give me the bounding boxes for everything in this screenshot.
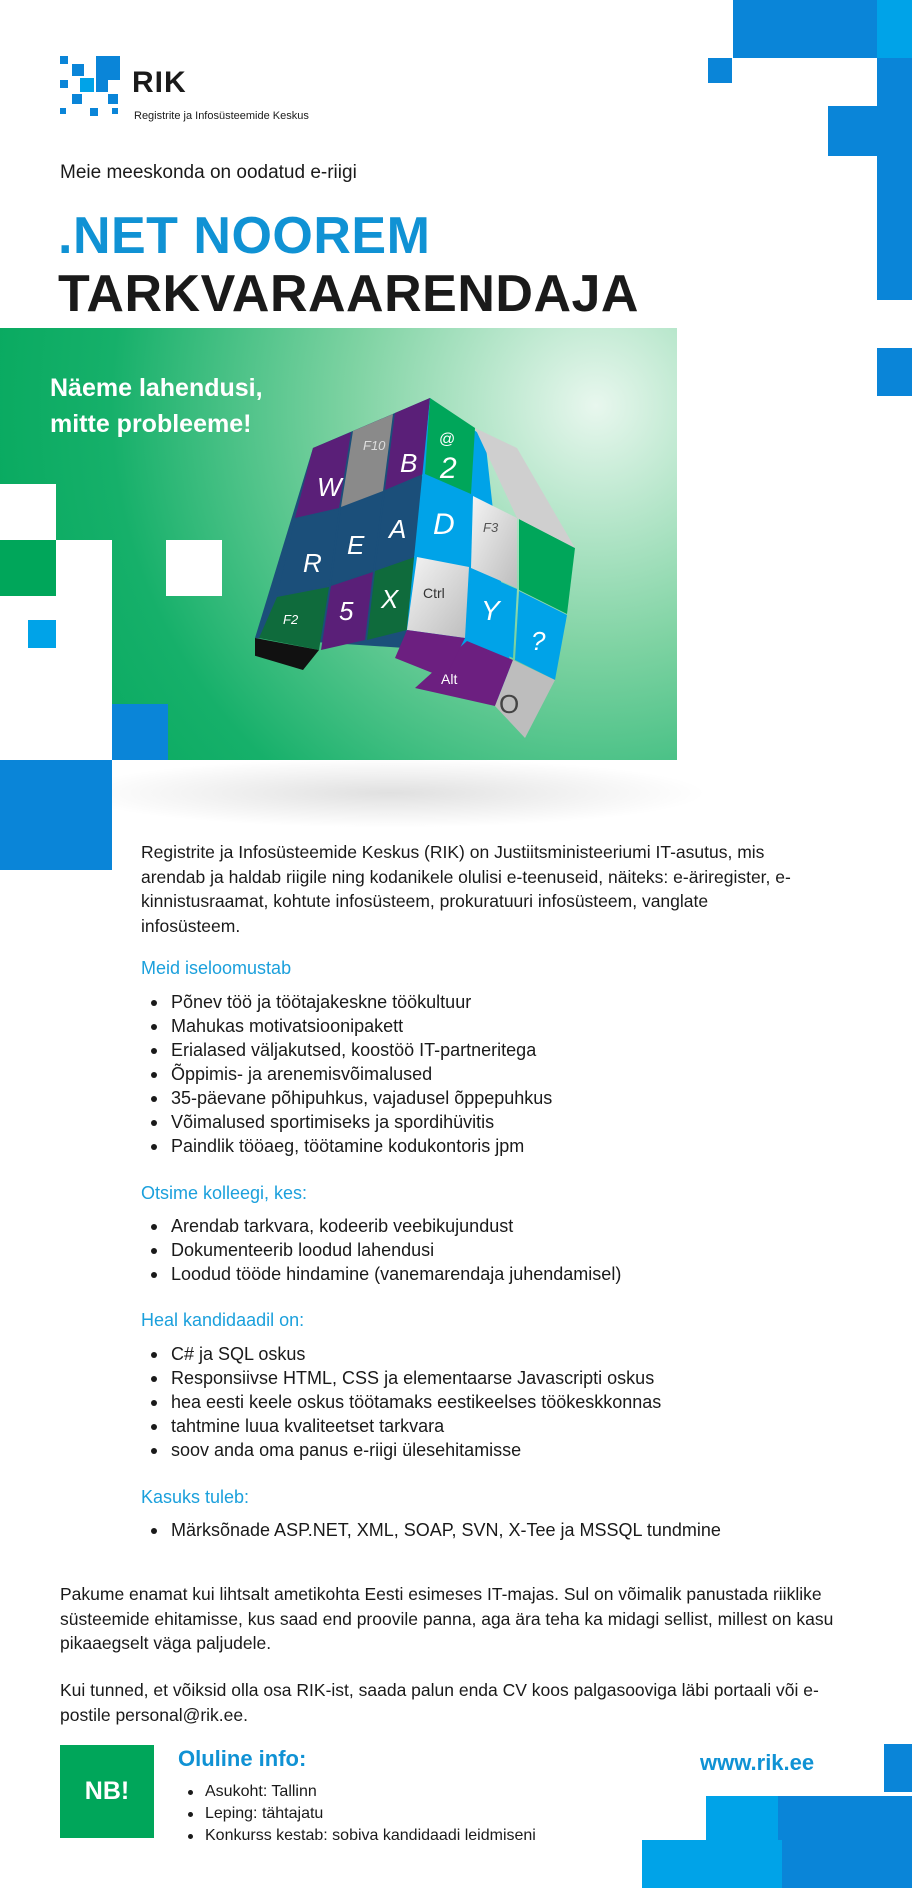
info-list <box>178 1781 536 1847</box>
svg-text:F2: F2 <box>283 612 299 627</box>
hero-slogan-line2: mitte probleeme! <box>50 410 252 438</box>
decor-block <box>884 1744 912 1792</box>
list-item: Mahukas motivatsioonipakett <box>141 1014 552 1038</box>
hero-slogan <box>50 370 263 442</box>
hero-slogan-line1: Näeme lahendusi, <box>50 374 263 402</box>
svg-text:2: 2 <box>440 452 457 485</box>
list-item: Paindlik tööaeg, töötamine kodukontoris jpm <box>141 1134 552 1158</box>
info-item: Asukoht: Tallinn <box>178 1781 536 1803</box>
info-item: Konkurss kestab: sobiva kandidaadi leidmiseni <box>178 1825 536 1847</box>
svg-text:Y: Y <box>481 595 500 626</box>
svg-text:D: D <box>433 508 455 541</box>
info-title: Oluline info: <box>178 1746 307 1771</box>
section-heading: Meid iseloomustab <box>141 958 292 978</box>
job-title-line2: TARKVARAARENDAJA <box>58 265 639 323</box>
decor-block <box>877 156 912 300</box>
intro-text: Meie meeskonda on oodatud e-riigi <box>60 162 357 183</box>
requirements-list <box>141 1342 661 1462</box>
list-item: soov anda oma panus e-riigi ülesehitamisse <box>141 1438 661 1462</box>
list-item: tahtmine luua kvaliteetset tarkvara <box>141 1414 661 1438</box>
svg-text:E: E <box>347 530 365 560</box>
svg-text:5: 5 <box>339 596 354 626</box>
decor-block <box>778 1796 912 1840</box>
decor-block <box>708 58 732 83</box>
list-item: Põnev töö ja töötajakeskne töökultuur <box>141 990 552 1014</box>
section-heading: Heal kandidaadil on: <box>141 1310 305 1330</box>
website-link[interactable]: www.rik.ee <box>700 1750 815 1775</box>
section-heading: Otsime kolleegi, kes: <box>141 1183 308 1203</box>
nb-badge: NB! <box>60 1745 154 1838</box>
svg-text:F10: F10 <box>363 438 386 453</box>
advantages-list <box>141 1518 721 1542</box>
svg-text:O: O <box>499 689 520 719</box>
list-item: hea eesti keele oskus töötamaks eestikeelses töökeskkonnas <box>141 1390 661 1414</box>
list-item: Erialased väljakutsed, koostöö IT-partneritega <box>141 1038 552 1062</box>
svg-text:Alt: Alt <box>441 671 458 687</box>
decor-block <box>112 704 168 760</box>
benefits-list <box>141 990 552 1158</box>
list-item: Loodud tööde hindamine (vanemarendaja juhendamisel) <box>141 1262 621 1286</box>
decor-block <box>877 58 912 106</box>
list-item: Responsiivse HTML, CSS ja elementaarse Javascripti oskus <box>141 1366 661 1390</box>
svg-text:Ctrl: Ctrl <box>423 585 445 601</box>
hero-image <box>0 328 677 760</box>
decor-block <box>733 0 877 58</box>
info-item: Leping: tähtajatu <box>178 1803 536 1825</box>
section-heading: Kasuks tuleb: <box>141 1487 250 1507</box>
svg-text:A: A <box>389 514 407 544</box>
decor-block <box>828 106 877 156</box>
decor-block <box>706 1796 778 1840</box>
list-item: Võimalused sportimiseks ja spordihüvitis <box>141 1110 552 1134</box>
decor-block <box>782 1840 912 1888</box>
decor-block <box>0 760 112 870</box>
svg-text:?: ? <box>531 626 546 656</box>
cube-key-label: W <box>317 472 342 502</box>
list-item: Arendab tarkvara, kodeerib veebikujundust <box>141 1214 621 1238</box>
logo-subtitle: Registrite ja Infosüsteemide Keskus <box>134 110 309 122</box>
logo-name: RIK <box>132 66 187 99</box>
hero-shadow <box>70 758 710 828</box>
svg-text:@: @ <box>439 431 456 448</box>
decor-block <box>642 1840 782 1888</box>
list-item: Dokumenteerib loodud lahendusi <box>141 1238 621 1262</box>
job-title-line1: .NET NOOREM <box>58 207 431 265</box>
svg-text:R: R <box>303 548 322 578</box>
decor-block <box>877 348 912 396</box>
svg-text:B: B <box>400 448 418 478</box>
list-item: 35-päevane põhipuhkus, vajadusel õppepuhkus <box>141 1086 552 1110</box>
apply-paragraph: Kui tunned, et võiksid olla osa RIK-ist, saada palun enda CV koos palgasooviga läbi portaali või e-postile personal@rik.ee. <box>60 1680 819 1725</box>
about-paragraph: Registrite ja Infosüsteemide Keskus (RIK) on Justiitsministeeriumi IT-asutus, mis arendab ja haldab riigile ning kodanikele olulisi e-teenuseid, näiteks: e-äriregister, e-kinnistusraamat, kohtute infosüsteem, prokuratuuri infosüsteem, vanglate infosüsteem. <box>141 842 791 936</box>
svg-text:X: X <box>381 584 399 614</box>
offer-paragraph: Pakume enamat kui lihtsalt ametikohta Eesti esimeses IT-majas. Sul on võimalik panustada riiklike süsteemide ehitamisse, kus saad end proovile panna, aga ära teha ka midagi sellist, millest on kasu pikaaegselt väga paljudele. <box>60 1584 834 1653</box>
duties-list <box>141 1214 621 1286</box>
list-item: C# ja SQL oskus <box>141 1342 661 1366</box>
rik-logo <box>60 56 360 126</box>
list-item: Õppimis- ja arenemisvõimalused <box>141 1062 552 1086</box>
keyboard-cube-illustration <box>255 388 655 748</box>
svg-text:F3: F3 <box>483 520 499 535</box>
list-item: Märksõnade ASP.NET, XML, SOAP, SVN, X-Tee ja MSSQL tundmine <box>141 1518 721 1542</box>
